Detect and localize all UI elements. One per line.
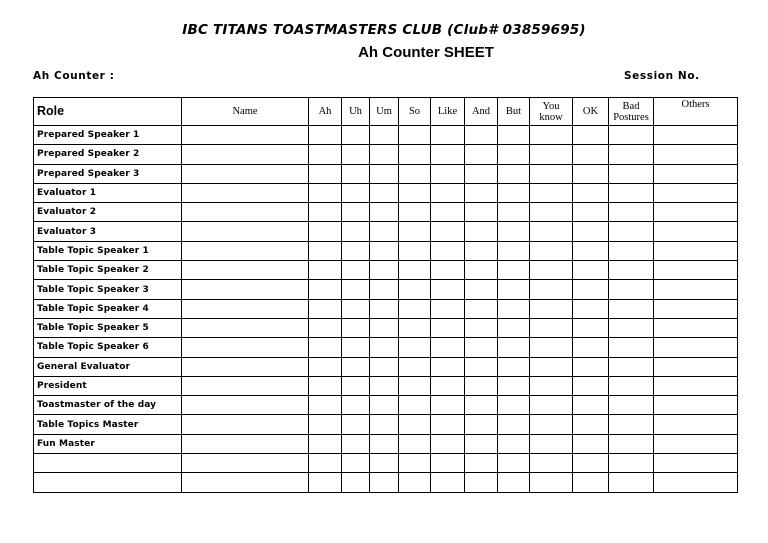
column-header: Ah	[309, 98, 342, 126]
entry-cell[interactable]	[182, 376, 309, 395]
role-cell: Table Topic Speaker 4	[34, 299, 182, 318]
entry-cell[interactable]	[370, 145, 399, 164]
entry-cell[interactable]	[370, 396, 399, 415]
entry-cell[interactable]	[182, 145, 309, 164]
entry-cell[interactable]	[573, 126, 609, 145]
entry-cell[interactable]	[342, 203, 370, 222]
table-row	[34, 357, 738, 376]
entry-cell[interactable]	[573, 338, 609, 357]
entry-cell[interactable]	[431, 183, 465, 202]
entry-cell[interactable]	[465, 318, 498, 337]
entry-cell[interactable]	[370, 280, 399, 299]
entry-cell[interactable]	[431, 299, 465, 318]
column-header: And	[465, 98, 498, 126]
entry-cell[interactable]	[342, 338, 370, 357]
entry-cell[interactable]	[182, 473, 309, 492]
table-row	[34, 145, 738, 164]
entry-cell[interactable]	[498, 338, 530, 357]
entry-cell[interactable]	[342, 164, 370, 183]
role-cell: Evaluator 2	[34, 203, 182, 222]
entry-cell[interactable]	[309, 338, 342, 357]
entry-cell[interactable]	[431, 280, 465, 299]
entry-cell[interactable]	[309, 203, 342, 222]
entry-cell[interactable]	[309, 183, 342, 202]
role-cell: Table Topic Speaker 6	[34, 338, 182, 357]
entry-cell[interactable]	[182, 164, 309, 183]
entry-cell[interactable]	[370, 126, 399, 145]
entry-cell[interactable]	[498, 376, 530, 395]
entry-cell[interactable]	[431, 222, 465, 241]
table-row	[34, 280, 738, 299]
entry-cell[interactable]	[342, 396, 370, 415]
entry-cell[interactable]	[399, 241, 431, 260]
entry-cell[interactable]	[654, 261, 738, 280]
entry-cell[interactable]	[370, 376, 399, 395]
entry-cell[interactable]	[573, 434, 609, 453]
entry-cell[interactable]	[609, 454, 654, 473]
entry-cell[interactable]	[498, 415, 530, 434]
entry-cell[interactable]	[182, 241, 309, 260]
entry-cell[interactable]	[370, 473, 399, 492]
entry-cell[interactable]	[573, 396, 609, 415]
role-cell: Table Topics Master	[34, 415, 182, 434]
column-header: OK	[573, 98, 609, 126]
entry-cell[interactable]	[530, 203, 573, 222]
entry-cell[interactable]	[654, 396, 738, 415]
role-cell: General Evaluator	[34, 357, 182, 376]
entry-cell[interactable]	[498, 396, 530, 415]
entry-cell[interactable]	[609, 376, 654, 395]
entry-cell[interactable]	[530, 222, 573, 241]
column-header: You know	[530, 98, 573, 126]
entry-cell[interactable]	[342, 241, 370, 260]
entry-cell[interactable]	[182, 357, 309, 376]
entry-cell[interactable]	[498, 145, 530, 164]
entry-cell[interactable]	[342, 473, 370, 492]
entry-cell[interactable]	[573, 376, 609, 395]
role-cell	[34, 454, 182, 473]
entry-cell[interactable]	[431, 338, 465, 357]
entry-cell[interactable]	[182, 299, 309, 318]
entry-cell[interactable]	[654, 454, 738, 473]
entry-cell[interactable]	[370, 222, 399, 241]
entry-cell[interactable]	[573, 222, 609, 241]
entry-cell[interactable]	[342, 145, 370, 164]
entry-cell[interactable]	[654, 299, 738, 318]
table-row	[34, 164, 738, 183]
entry-cell[interactable]	[654, 338, 738, 357]
role-cell: Evaluator 1	[34, 183, 182, 202]
entry-cell[interactable]	[309, 299, 342, 318]
entry-cell[interactable]	[465, 299, 498, 318]
entry-cell[interactable]	[498, 357, 530, 376]
entry-cell[interactable]	[370, 203, 399, 222]
entry-cell[interactable]	[342, 318, 370, 337]
entry-cell[interactable]	[654, 203, 738, 222]
entry-cell[interactable]	[465, 415, 498, 434]
entry-cell[interactable]	[465, 396, 498, 415]
entry-cell[interactable]	[654, 434, 738, 453]
role-cell: Prepared Speaker 3	[34, 164, 182, 183]
entry-cell[interactable]	[431, 415, 465, 434]
entry-cell[interactable]	[609, 299, 654, 318]
entry-cell[interactable]	[182, 318, 309, 337]
entry-cell[interactable]	[370, 241, 399, 260]
entry-cell[interactable]	[530, 396, 573, 415]
entry-cell[interactable]	[654, 222, 738, 241]
entry-cell[interactable]	[342, 222, 370, 241]
entry-cell[interactable]	[309, 318, 342, 337]
entry-cell[interactable]	[530, 376, 573, 395]
entry-cell[interactable]	[370, 164, 399, 183]
entry-cell[interactable]	[370, 318, 399, 337]
role-cell: Table Topic Speaker 3	[34, 280, 182, 299]
entry-cell[interactable]	[370, 415, 399, 434]
entry-cell[interactable]	[498, 126, 530, 145]
entry-cell[interactable]	[309, 396, 342, 415]
entry-cell[interactable]	[573, 183, 609, 202]
entry-cell[interactable]	[182, 396, 309, 415]
entry-cell[interactable]	[609, 434, 654, 453]
entry-cell[interactable]	[609, 145, 654, 164]
entry-cell[interactable]	[609, 183, 654, 202]
entry-cell[interactable]	[530, 261, 573, 280]
session-number-label: Session No.	[624, 70, 700, 82]
entry-cell[interactable]	[342, 280, 370, 299]
entry-cell[interactable]	[573, 299, 609, 318]
entry-cell[interactable]	[573, 357, 609, 376]
entry-cell[interactable]	[530, 454, 573, 473]
header-row	[34, 98, 738, 126]
role-cell: Fun Master	[34, 434, 182, 453]
entry-cell[interactable]	[465, 376, 498, 395]
entry-cell[interactable]	[182, 222, 309, 241]
entry-cell[interactable]	[609, 318, 654, 337]
entry-cell[interactable]	[309, 473, 342, 492]
entry-cell[interactable]	[573, 164, 609, 183]
entry-cell[interactable]	[399, 357, 431, 376]
entry-cell[interactable]	[399, 415, 431, 434]
role-cell: Evaluator 3	[34, 222, 182, 241]
entry-cell[interactable]	[654, 318, 738, 337]
entry-cell[interactable]	[399, 222, 431, 241]
table-body	[34, 126, 738, 493]
entry-cell[interactable]	[342, 299, 370, 318]
entry-cell[interactable]	[309, 415, 342, 434]
entry-cell[interactable]	[654, 126, 738, 145]
entry-cell[interactable]	[530, 280, 573, 299]
entry-cell[interactable]	[431, 473, 465, 492]
entry-cell[interactable]	[654, 376, 738, 395]
entry-cell[interactable]	[370, 299, 399, 318]
entry-cell[interactable]	[498, 183, 530, 202]
role-cell	[34, 473, 182, 492]
entry-cell[interactable]	[498, 203, 530, 222]
entry-cell[interactable]	[530, 126, 573, 145]
entry-cell[interactable]	[399, 454, 431, 473]
column-header: Um	[370, 98, 399, 126]
entry-cell[interactable]	[431, 145, 465, 164]
entry-cell[interactable]	[399, 376, 431, 395]
column-header: Role	[34, 98, 182, 126]
entry-cell[interactable]	[309, 222, 342, 241]
entry-cell[interactable]	[465, 357, 498, 376]
entry-cell[interactable]	[654, 164, 738, 183]
table-row	[34, 203, 738, 222]
table-row	[34, 222, 738, 241]
entry-cell[interactable]	[182, 183, 309, 202]
table-row	[34, 396, 738, 415]
entry-cell[interactable]	[498, 164, 530, 183]
entry-cell[interactable]	[465, 434, 498, 453]
entry-cell[interactable]	[654, 473, 738, 492]
entry-cell[interactable]	[654, 415, 738, 434]
entry-cell[interactable]	[399, 126, 431, 145]
sheet-title: Ah Counter SHEET	[358, 44, 494, 61]
column-header: Others	[654, 98, 738, 126]
entry-cell[interactable]	[431, 357, 465, 376]
entry-cell[interactable]	[465, 145, 498, 164]
entry-cell[interactable]	[609, 280, 654, 299]
entry-cell[interactable]	[399, 280, 431, 299]
entry-cell[interactable]	[399, 396, 431, 415]
entry-cell[interactable]	[609, 261, 654, 280]
entry-cell[interactable]	[465, 222, 498, 241]
table-row	[34, 376, 738, 395]
club-title: IBC TITANS TOASTMASTERS CLUB (Club# 03859695)	[182, 22, 586, 38]
entry-cell[interactable]	[530, 434, 573, 453]
entry-cell[interactable]	[465, 126, 498, 145]
role-cell: Toastmaster of the day	[34, 396, 182, 415]
role-cell: Prepared Speaker 2	[34, 145, 182, 164]
entry-cell[interactable]	[530, 338, 573, 357]
role-cell: President	[34, 376, 182, 395]
entry-cell[interactable]	[399, 473, 431, 492]
entry-cell[interactable]	[654, 280, 738, 299]
entry-cell[interactable]	[498, 434, 530, 453]
entry-cell[interactable]	[465, 241, 498, 260]
column-header: Bad Postures	[609, 98, 654, 126]
entry-cell[interactable]	[399, 261, 431, 280]
table-row	[34, 454, 738, 473]
ah-counter-table	[33, 97, 738, 493]
entry-cell[interactable]	[370, 261, 399, 280]
entry-cell[interactable]	[309, 280, 342, 299]
table-row	[34, 434, 738, 453]
entry-cell[interactable]	[573, 241, 609, 260]
entry-cell[interactable]	[342, 357, 370, 376]
entry-cell[interactable]	[498, 261, 530, 280]
entry-cell[interactable]	[182, 415, 309, 434]
entry-cell[interactable]	[309, 434, 342, 453]
entry-cell[interactable]	[399, 434, 431, 453]
entry-cell[interactable]	[431, 376, 465, 395]
entry-cell[interactable]	[609, 222, 654, 241]
entry-cell[interactable]	[309, 454, 342, 473]
entry-cell[interactable]	[530, 415, 573, 434]
table-row	[34, 338, 738, 357]
entry-cell[interactable]	[399, 183, 431, 202]
entry-cell[interactable]	[465, 473, 498, 492]
entry-cell[interactable]	[609, 241, 654, 260]
entry-cell[interactable]	[609, 357, 654, 376]
entry-cell[interactable]	[498, 241, 530, 260]
entry-cell[interactable]	[370, 183, 399, 202]
column-header: Uh	[342, 98, 370, 126]
entry-cell[interactable]	[431, 396, 465, 415]
entry-cell[interactable]	[309, 241, 342, 260]
entry-cell[interactable]	[370, 434, 399, 453]
entry-cell[interactable]	[182, 434, 309, 453]
entry-cell[interactable]	[530, 318, 573, 337]
entry-cell[interactable]	[498, 280, 530, 299]
entry-cell[interactable]	[465, 183, 498, 202]
entry-cell[interactable]	[609, 396, 654, 415]
entry-cell[interactable]	[342, 415, 370, 434]
role-cell: Table Topic Speaker 2	[34, 261, 182, 280]
table-row	[34, 261, 738, 280]
table-row	[34, 126, 738, 145]
table-row	[34, 318, 738, 337]
entry-cell[interactable]	[654, 241, 738, 260]
entry-cell[interactable]	[431, 241, 465, 260]
entry-cell[interactable]	[609, 126, 654, 145]
entry-cell[interactable]	[182, 203, 309, 222]
entry-cell[interactable]	[431, 126, 465, 145]
ah-counter-label: Ah Counter :	[33, 70, 115, 82]
entry-cell[interactable]	[431, 318, 465, 337]
entry-cell[interactable]	[465, 261, 498, 280]
entry-cell[interactable]	[654, 145, 738, 164]
entry-cell[interactable]	[573, 473, 609, 492]
column-header: Name	[182, 98, 309, 126]
table-row	[34, 473, 738, 492]
entry-cell[interactable]	[573, 203, 609, 222]
column-header: So	[399, 98, 431, 126]
entry-cell[interactable]	[370, 454, 399, 473]
table-row	[34, 183, 738, 202]
entry-cell[interactable]	[182, 126, 309, 145]
entry-cell[interactable]	[399, 145, 431, 164]
entry-cell[interactable]	[182, 280, 309, 299]
entry-cell[interactable]	[609, 203, 654, 222]
entry-cell[interactable]	[431, 434, 465, 453]
entry-cell[interactable]	[465, 203, 498, 222]
role-cell: Table Topic Speaker 1	[34, 241, 182, 260]
entry-cell[interactable]	[342, 183, 370, 202]
entry-cell[interactable]	[609, 338, 654, 357]
entry-cell[interactable]	[573, 415, 609, 434]
column-header: But	[498, 98, 530, 126]
entry-cell[interactable]	[309, 261, 342, 280]
entry-cell[interactable]	[465, 164, 498, 183]
entry-cell[interactable]	[609, 164, 654, 183]
entry-cell[interactable]	[573, 318, 609, 337]
entry-cell[interactable]	[342, 434, 370, 453]
entry-cell[interactable]	[609, 415, 654, 434]
entry-cell[interactable]	[399, 318, 431, 337]
entry-cell[interactable]	[573, 454, 609, 473]
entry-cell[interactable]	[342, 126, 370, 145]
entry-cell[interactable]	[309, 145, 342, 164]
entry-cell[interactable]	[431, 454, 465, 473]
entry-cell[interactable]	[342, 454, 370, 473]
entry-cell[interactable]	[182, 261, 309, 280]
entry-cell[interactable]	[498, 473, 530, 492]
entry-cell[interactable]	[399, 164, 431, 183]
entry-cell[interactable]	[530, 299, 573, 318]
entry-cell[interactable]	[530, 183, 573, 202]
entry-cell[interactable]	[309, 376, 342, 395]
entry-cell[interactable]	[530, 145, 573, 164]
entry-cell[interactable]	[654, 183, 738, 202]
table-row	[34, 299, 738, 318]
entry-cell[interactable]	[399, 338, 431, 357]
entry-cell[interactable]	[370, 357, 399, 376]
entry-cell[interactable]	[342, 261, 370, 280]
entry-cell[interactable]	[530, 241, 573, 260]
entry-cell[interactable]	[182, 338, 309, 357]
entry-cell[interactable]	[498, 454, 530, 473]
role-cell: Prepared Speaker 1	[34, 126, 182, 145]
entry-cell[interactable]	[399, 299, 431, 318]
entry-cell[interactable]	[309, 164, 342, 183]
entry-cell[interactable]	[498, 318, 530, 337]
entry-cell[interactable]	[498, 222, 530, 241]
entry-cell[interactable]	[342, 376, 370, 395]
entry-cell[interactable]	[431, 164, 465, 183]
entry-cell[interactable]	[609, 473, 654, 492]
table-row	[34, 415, 738, 434]
entry-cell[interactable]	[431, 203, 465, 222]
entry-cell[interactable]	[309, 357, 342, 376]
entry-cell[interactable]	[530, 357, 573, 376]
role-cell: Table Topic Speaker 5	[34, 318, 182, 337]
entry-cell[interactable]	[182, 454, 309, 473]
entry-cell[interactable]	[654, 357, 738, 376]
table-row	[34, 241, 738, 260]
entry-cell[interactable]	[530, 473, 573, 492]
entry-cell[interactable]	[573, 145, 609, 164]
entry-cell[interactable]	[498, 299, 530, 318]
entry-cell[interactable]	[465, 454, 498, 473]
entry-cell[interactable]	[465, 338, 498, 357]
entry-cell[interactable]	[573, 280, 609, 299]
entry-cell[interactable]	[399, 203, 431, 222]
entry-cell[interactable]	[465, 280, 498, 299]
column-header: Like	[431, 98, 465, 126]
entry-cell[interactable]	[431, 261, 465, 280]
entry-cell[interactable]	[370, 338, 399, 357]
entry-cell[interactable]	[573, 261, 609, 280]
entry-cell[interactable]	[530, 164, 573, 183]
entry-cell[interactable]	[309, 126, 342, 145]
